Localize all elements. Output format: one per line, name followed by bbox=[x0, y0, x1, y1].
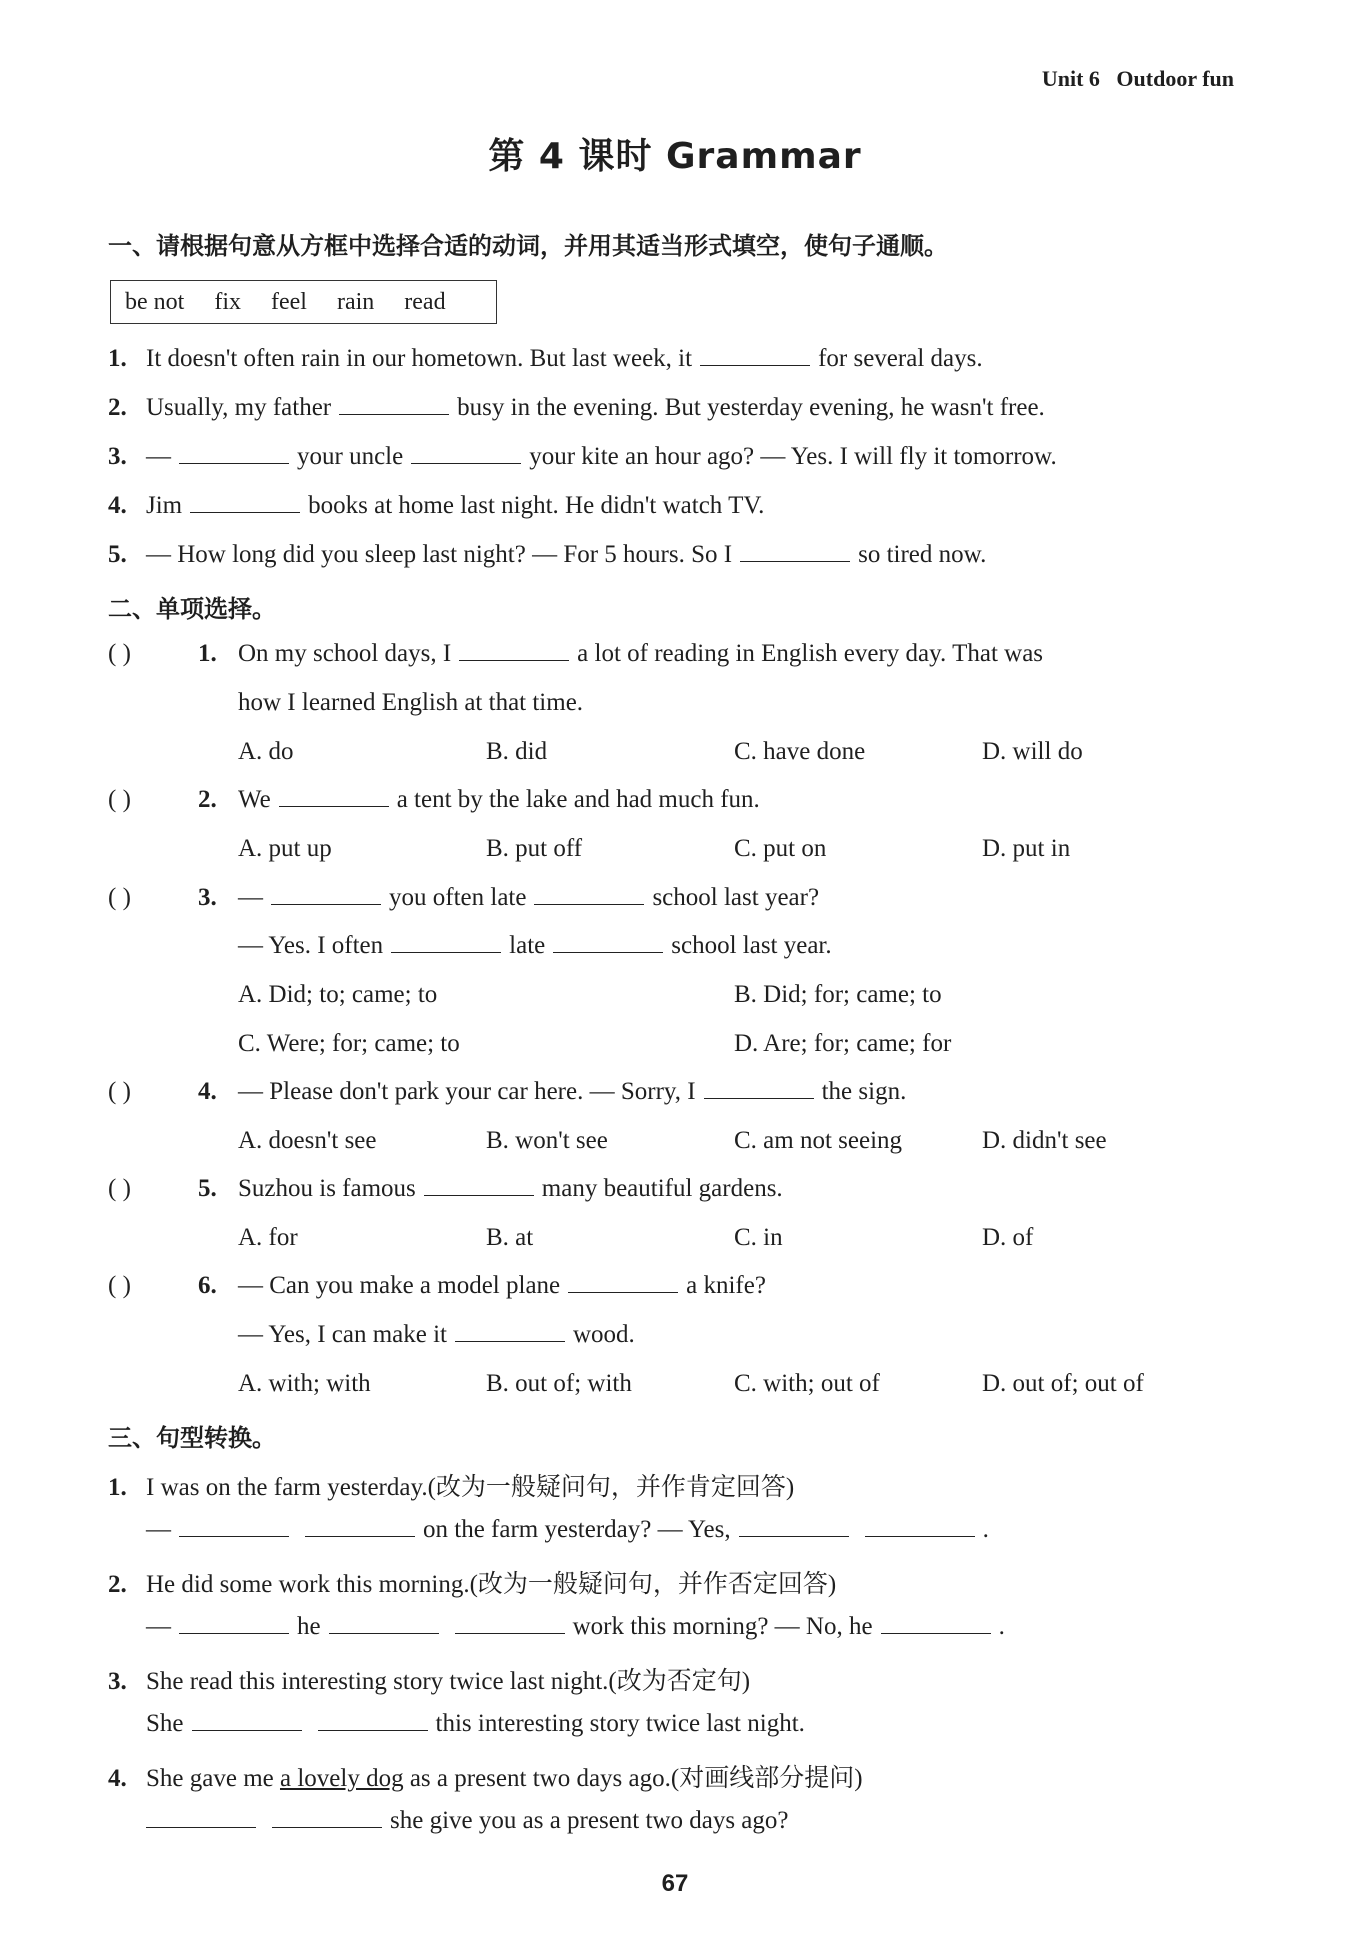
answer-blank[interactable] bbox=[865, 1516, 975, 1537]
unit-header bbox=[1042, 66, 1234, 92]
answer-blank[interactable] bbox=[455, 1613, 565, 1634]
answer-blank[interactable] bbox=[272, 1807, 382, 1828]
word-item: read bbox=[404, 288, 446, 315]
s3-item-4-question: 4. She gave me a lovely dog as a present two days ago.(对画线部分提问) bbox=[108, 1765, 863, 1792]
option-b[interactable]: B. at bbox=[486, 1224, 534, 1251]
answer-blank[interactable] bbox=[179, 1516, 289, 1537]
option-d[interactable]: D. will do bbox=[982, 738, 1083, 765]
question-number: 5. bbox=[198, 1175, 217, 1202]
option-a[interactable]: A. put up bbox=[238, 835, 332, 862]
option-a[interactable]: A. with; with bbox=[238, 1370, 371, 1397]
answer-blank[interactable] bbox=[318, 1710, 428, 1731]
s1-item-2: 2. Usually, my father busy in the evening. But yesterday evening, he wasn't free. bbox=[108, 394, 1045, 421]
answer-blank[interactable] bbox=[271, 884, 381, 905]
underlined-phrase: a lovely dog bbox=[279, 1765, 404, 1792]
option-c[interactable]: C. in bbox=[734, 1224, 783, 1251]
option-c[interactable]: C. have done bbox=[734, 738, 866, 765]
section2-heading: 二、单项选择。 bbox=[108, 595, 276, 623]
answer-blank[interactable] bbox=[329, 1613, 439, 1634]
answer-paren[interactable]: ( ) bbox=[108, 786, 131, 813]
s1-item-3: 3. — your uncle your kite an hour ago? — Yes. I will fly it tomorrow. bbox=[108, 443, 1057, 470]
s3-item-4-answer: she give you as a present two days ago? bbox=[138, 1807, 789, 1835]
option-c[interactable]: C. Were; for; came; to bbox=[238, 1030, 460, 1057]
answer-blank[interactable] bbox=[740, 541, 850, 562]
answer-paren[interactable]: ( ) bbox=[108, 1078, 131, 1105]
mc-q4-stem: — Please don't park your car here. — Sorry, I the sign. bbox=[238, 1078, 907, 1105]
option-d[interactable]: D. didn't see bbox=[982, 1127, 1107, 1154]
option-b[interactable]: B. put off bbox=[486, 835, 583, 862]
mc-q5-stem: Suzhou is famous many beautiful gardens. bbox=[238, 1175, 783, 1202]
question-number: 4. bbox=[198, 1078, 217, 1105]
answer-blank[interactable] bbox=[279, 786, 389, 807]
s1-item-5: 5. — How long did you sleep last night? — For 5 hours. So I so tired now. bbox=[108, 541, 987, 568]
option-c[interactable]: C. with; out of bbox=[734, 1370, 880, 1397]
answer-paren[interactable]: ( ) bbox=[108, 640, 131, 667]
answer-blank[interactable] bbox=[411, 443, 521, 464]
option-c[interactable]: C. put on bbox=[734, 835, 827, 862]
s3-item-2-question: 2. He did some work this morning.(改为一般疑问句，并作否定回答) bbox=[108, 1571, 837, 1598]
option-a[interactable]: A. do bbox=[238, 738, 294, 765]
mc-q3-stem-cont: — Yes. I often late school last year. bbox=[238, 932, 832, 959]
option-a[interactable]: A. Did; to; came; to bbox=[238, 981, 438, 1008]
answer-blank[interactable] bbox=[700, 345, 810, 366]
answer-blank[interactable] bbox=[553, 932, 663, 953]
option-b[interactable]: B. did bbox=[486, 738, 548, 765]
question-number: 6. bbox=[198, 1272, 217, 1299]
s3-item-1-question: 1. I was on the farm yesterday.(改为一般疑问句，并作肯定回答) bbox=[108, 1474, 795, 1501]
answer-blank[interactable] bbox=[305, 1516, 415, 1537]
answer-blank[interactable] bbox=[179, 1613, 289, 1634]
s3-item-1-answer: — on the farm yesterday? — Yes, . bbox=[146, 1516, 989, 1543]
answer-blank[interactable] bbox=[424, 1175, 534, 1196]
mc-q3-stem: — you often late school last year? bbox=[238, 884, 820, 911]
option-a[interactable]: A. doesn't see bbox=[238, 1127, 377, 1154]
answer-blank[interactable] bbox=[459, 640, 569, 661]
question-number: 1. bbox=[198, 640, 217, 667]
answer-blank[interactable] bbox=[192, 1710, 302, 1731]
section3-heading: 三、句型转换。 bbox=[108, 1424, 276, 1452]
option-d[interactable]: D. Are; for; came; for bbox=[734, 1030, 952, 1057]
option-d[interactable]: D. of bbox=[982, 1224, 1034, 1251]
question-number: 3. bbox=[198, 884, 217, 911]
option-a[interactable]: A. for bbox=[238, 1224, 298, 1251]
question-number: 2. bbox=[198, 786, 217, 813]
s1-item-1: 1. It doesn't often rain in our hometown. But last week, it for several days. bbox=[108, 345, 983, 372]
option-d[interactable]: D. out of; out of bbox=[982, 1370, 1144, 1397]
answer-paren[interactable]: ( ) bbox=[108, 884, 131, 911]
s3-item-3-answer: She this interesting story twice last night. bbox=[146, 1710, 805, 1737]
answer-paren[interactable]: ( ) bbox=[108, 1175, 131, 1202]
mc-q2-stem: We a tent by the lake and had much fun. bbox=[238, 786, 760, 813]
s3-item-3-question: 3. She read this interesting story twice last night.(改为否定句) bbox=[108, 1668, 751, 1695]
word-item: fix bbox=[214, 288, 241, 315]
answer-blank[interactable] bbox=[339, 394, 449, 415]
option-b[interactable]: B. Did; for; came; to bbox=[734, 981, 942, 1008]
mc-q1-stem: On my school days, I a lot of reading in English every day. That was bbox=[238, 640, 1044, 667]
mc-q6-stem-cont: — Yes, I can make it wood. bbox=[238, 1321, 635, 1348]
answer-paren[interactable]: ( ) bbox=[108, 1272, 131, 1299]
answer-blank[interactable] bbox=[568, 1272, 678, 1293]
section1-heading: 一、请根据句意从方框中选择合适的动词，并用其适当形式填空，使句子通顺。 bbox=[108, 232, 948, 260]
answer-blank[interactable] bbox=[534, 884, 644, 905]
option-b[interactable]: B. won't see bbox=[486, 1127, 608, 1154]
s1-item-4: 4. Jim books at home last night. He didn't watch TV. bbox=[108, 492, 765, 519]
answer-blank[interactable] bbox=[704, 1078, 814, 1099]
option-b[interactable]: B. out of; with bbox=[486, 1370, 632, 1397]
word-item: feel bbox=[271, 288, 307, 315]
word-item: be not bbox=[125, 288, 185, 315]
answer-blank[interactable] bbox=[391, 932, 501, 953]
word-box bbox=[110, 280, 497, 324]
answer-blank[interactable] bbox=[455, 1321, 565, 1342]
answer-blank[interactable] bbox=[190, 492, 300, 513]
unit-label: Unit 6 bbox=[1041, 66, 1100, 91]
answer-blank[interactable] bbox=[179, 443, 289, 464]
unit-topic: Outdoor fun bbox=[1116, 66, 1234, 91]
mc-q1-stem-cont: how I learned English at that time. bbox=[238, 689, 584, 716]
page-number: 67 bbox=[661, 1870, 689, 1897]
option-d[interactable]: D. put in bbox=[982, 835, 1071, 862]
word-item: rain bbox=[336, 288, 375, 315]
answer-blank[interactable] bbox=[146, 1807, 256, 1828]
answer-blank[interactable] bbox=[881, 1613, 991, 1634]
option-c[interactable]: C. am not seeing bbox=[734, 1127, 903, 1154]
s3-item-2-answer: — he work this morning? — No, he . bbox=[146, 1613, 1005, 1640]
page-title: 第 4 课时 Grammar bbox=[488, 136, 862, 177]
answer-blank[interactable] bbox=[739, 1516, 849, 1537]
mc-q6-stem: — Can you make a model plane a knife? bbox=[238, 1272, 766, 1299]
